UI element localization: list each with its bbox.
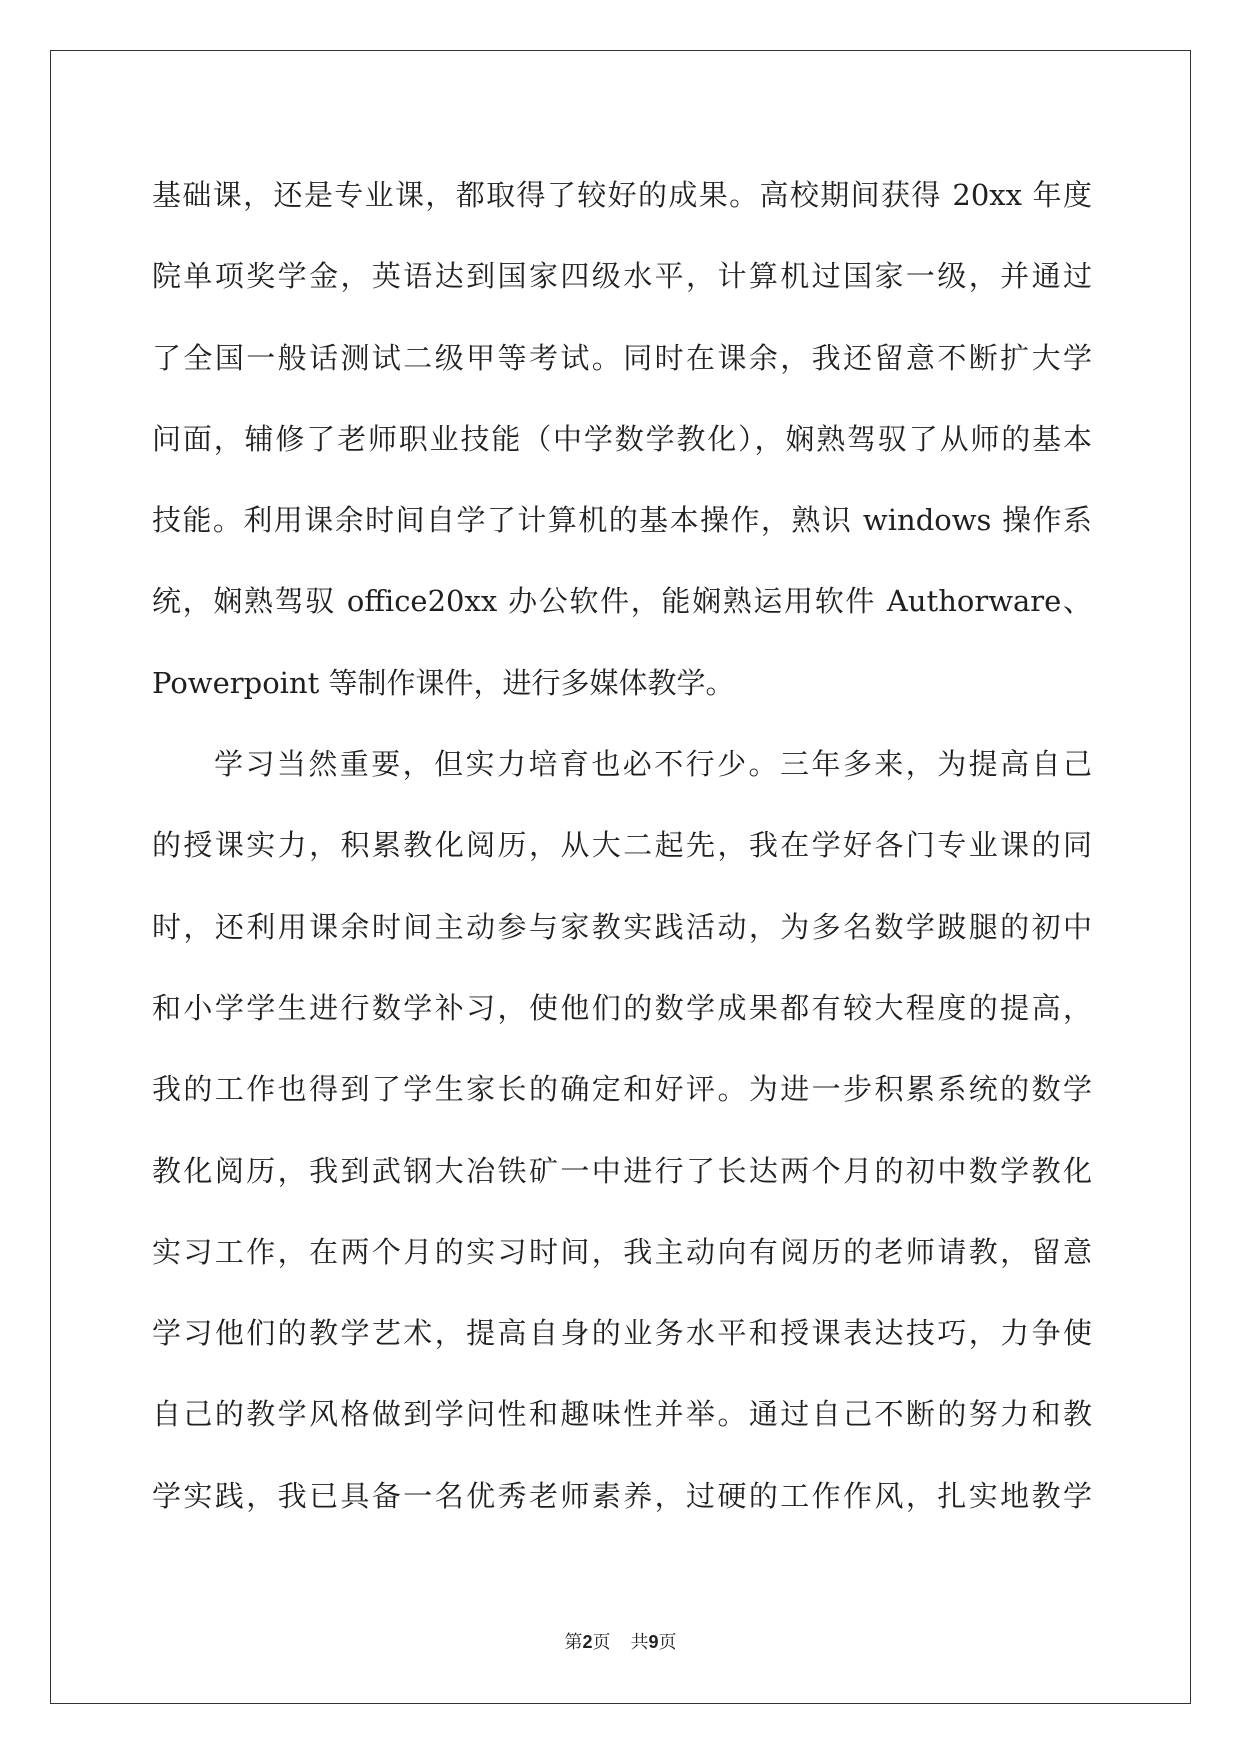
- text-line: 自己的教学风格做到学问性和趣味性并举。通过自己不断的努力和教: [152, 1397, 1092, 1432]
- text-line: 教化阅历，我到武钢大冶铁矿一中进行了长达两个月的初中数学教化: [152, 1153, 1092, 1188]
- page-indicator: 第2页: [564, 1632, 611, 1653]
- total-pages: 9: [648, 1632, 659, 1652]
- text-line: 院单项奖学金，英语达到国家四级水平，计算机过国家一级，并通过: [152, 259, 1092, 294]
- text-line: Powerpoint 等制作课件，进行多媒体教学。: [152, 665, 735, 700]
- text-line: 和小学学生进行数学补习，使他们的数学成果都有较大程度的提高，: [152, 990, 1092, 1025]
- text-line: 时，还利用课余时间主动参与家教实践活动，为多名数学跛腿的初中: [152, 909, 1092, 944]
- text-line: 学实践，我已具备一名优秀老师素养，过硬的工作作风，扎实地教学: [152, 1478, 1092, 1513]
- text-line: 技能。利用课余时间自学了计算机的基本操作，熟识 windows 操作系: [152, 503, 1092, 538]
- document-body: [152, 166, 1092, 1548]
- text-line: 问面，辅修了老师职业技能（中学数学教化），娴熟驾驭了从师的基本: [152, 421, 1092, 456]
- text-line: 学习他们的教学艺术，提高自身的业务水平和授课表达技巧，力争使: [152, 1316, 1092, 1351]
- text-line: 我的工作也得到了学生家长的确定和好评。为进一步积累系统的数学: [152, 1072, 1092, 1107]
- text-line: 统，娴熟驾驭 office20xx 办公软件，能娴熟运用软件 Authorware、: [152, 584, 1092, 619]
- page-footer: [0, 1628, 1241, 1654]
- text-line: 了全国一般话测试二级甲等考试。同时在课余，我还留意不断扩大学: [152, 340, 1092, 375]
- text-line: 学习当然重要，但实力培育也必不行少。三年多来，为提高自己: [214, 747, 1092, 782]
- text-line: 实习工作，在两个月的实习时间，我主动向有阅历的老师请教，留意: [152, 1234, 1092, 1269]
- page-number: 2: [582, 1632, 593, 1652]
- total-pages-indicator: 共9页: [630, 1632, 677, 1653]
- text-line: 的授课实力，积累教化阅历，从大二起先，我在学好各门专业课的同: [152, 828, 1092, 863]
- text-line: 基础课，还是专业课，都取得了较好的成果。高校期间获得 20xx 年度: [152, 178, 1092, 212]
